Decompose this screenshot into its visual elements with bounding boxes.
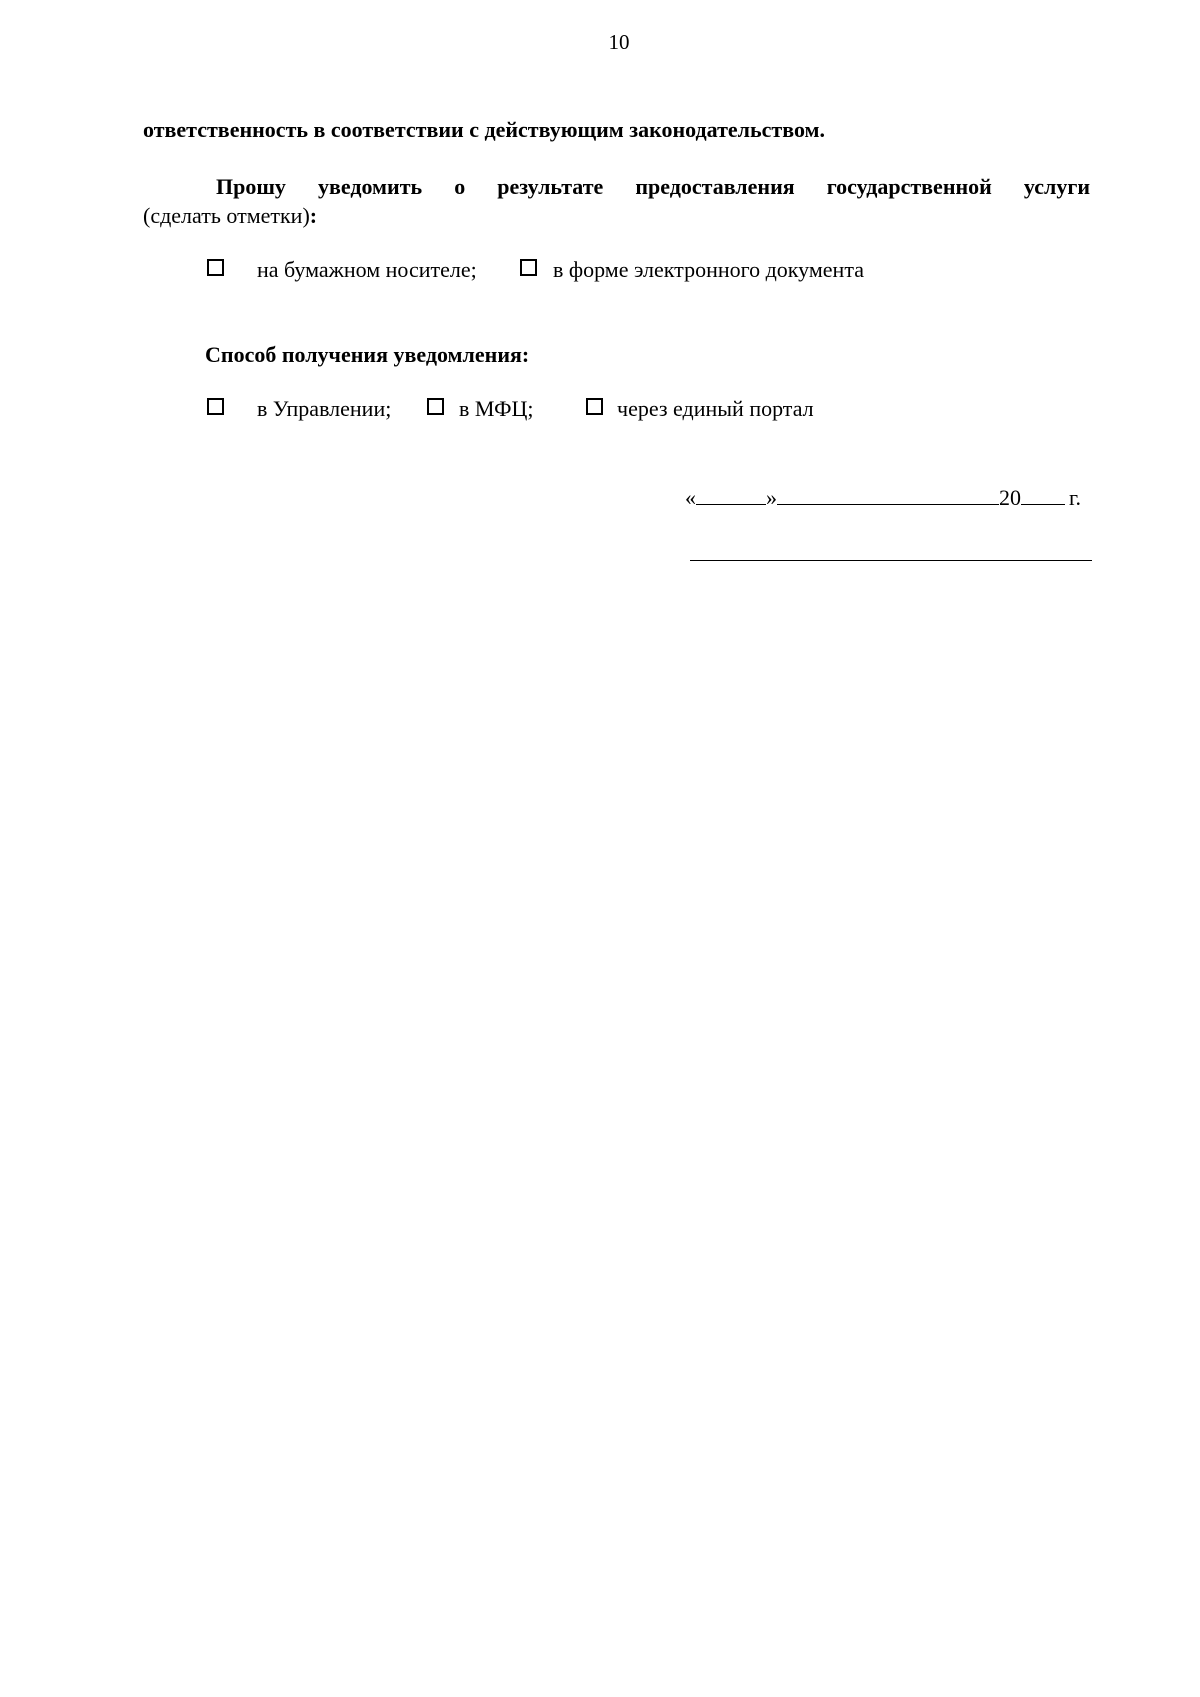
request-second-line-text: (сделать отметки) <box>143 203 310 228</box>
portal-option-label: через единый портал <box>617 396 814 421</box>
intro-line: ответственность в соответствии с действующим законодательством. <box>143 117 826 142</box>
request-paragraph <box>143 172 1090 230</box>
request-first-line: Прошу уведомить о результате предоставления государственной услуги <box>216 174 1090 199</box>
electronic-checkbox[interactable] <box>520 259 537 276</box>
office-checkbox[interactable] <box>207 398 224 415</box>
request-second-line <box>143 202 1090 230</box>
office-option-label: в Управлении; <box>257 396 392 421</box>
year-prefix: 20 <box>999 485 1021 510</box>
request-colon: : <box>309 203 318 228</box>
date-open-quote: « <box>685 485 696 510</box>
year-blank[interactable] <box>1021 484 1065 505</box>
date-close-quote: » <box>766 485 777 510</box>
paper-option-label: на бумажном носителе; <box>257 257 477 282</box>
signature-line[interactable] <box>690 560 1092 561</box>
paper-checkbox[interactable] <box>207 259 224 276</box>
electronic-option-label: в форме электронного документа <box>553 257 864 282</box>
month-blank[interactable] <box>777 484 999 505</box>
portal-checkbox[interactable] <box>586 398 603 415</box>
page-number: 10 <box>608 30 630 54</box>
year-suffix: г. <box>1069 485 1082 510</box>
date-line <box>685 484 1081 511</box>
mfc-checkbox[interactable] <box>427 398 444 415</box>
day-blank[interactable] <box>696 484 766 505</box>
mfc-option-label: в МФЦ; <box>459 396 534 421</box>
method-heading: Способ получения уведомления: <box>205 342 530 367</box>
